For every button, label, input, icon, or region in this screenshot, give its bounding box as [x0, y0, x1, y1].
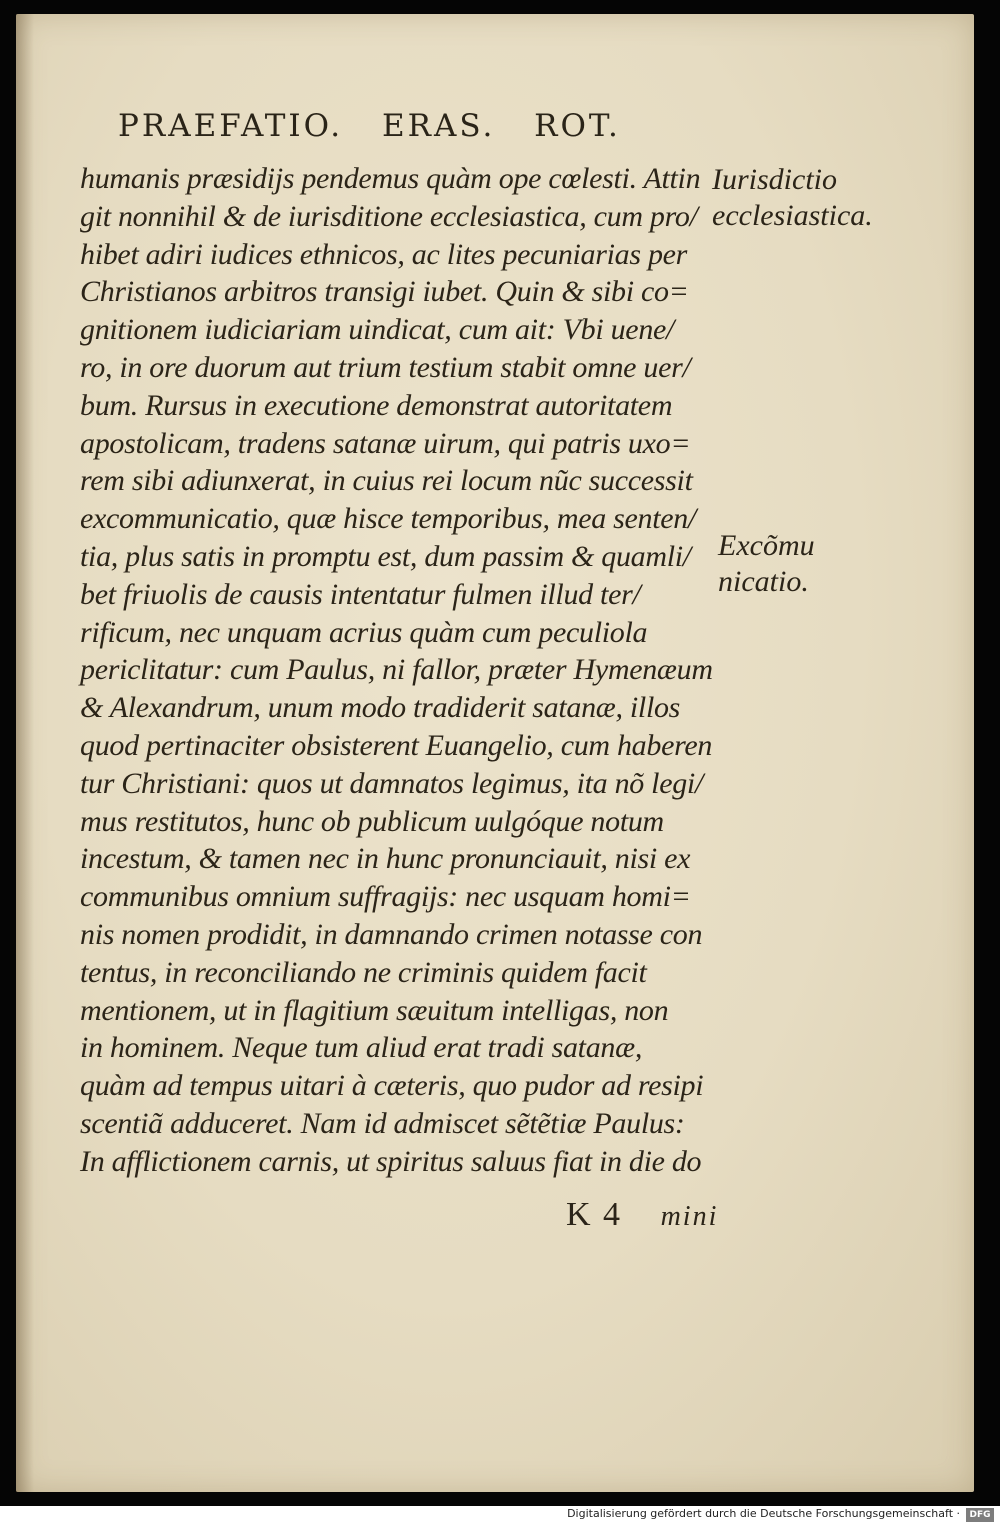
footer-bar — [0, 1506, 1000, 1524]
main-text-block — [80, 160, 713, 1181]
text-line: tur Christiani: quos ut damnatos legimus, ita nõ legi/ — [80, 766, 703, 800]
text-line: scentiã adduceret. Nam id admiscet sẽtẽtiæ Paulus: — [80, 1106, 685, 1140]
funding-notice: Digitalisierung gefördert durch die Deutsche Forschungsgemeinschaft · — [567, 1507, 960, 1520]
text-line: quàm ad tempus uitari à cæteris, quo pudor ad resipi — [80, 1069, 704, 1103]
margin-note-line: Iurisdictio — [712, 163, 837, 196]
margin-note-line: Excõmu — [718, 529, 815, 562]
margin-note-iurisdictio — [712, 162, 873, 234]
text-line: git nonnihil & de iurisditione ecclesiastica, cum pro/ — [80, 199, 698, 233]
text-line: in hominem. Neque tum aliud erat tradi satanæ, — [80, 1031, 643, 1065]
header-part: ERAS. — [381, 108, 496, 144]
text-line: hibet adiri iudices ethnicos, ac lites pecuniarias per — [80, 237, 688, 271]
signature-line — [566, 1196, 718, 1234]
text-line: mentionem, ut in flagitium sæuitum intelligas, non — [80, 993, 669, 1027]
text-line: quod pertinaciter obsisterent Euangelio, cum haberen — [80, 728, 713, 762]
text-line: ro, in ore duorum aut trium testium stabit omne uer/ — [80, 350, 691, 384]
text-line: rificum, nec unquam acrius quàm cum peculiola — [80, 615, 648, 649]
text-line: tentus, in reconciliando ne criminis quidem facit — [80, 955, 647, 989]
header-part: ROT. — [534, 108, 621, 144]
dfg-logo[interactable]: DFG — [966, 1508, 994, 1522]
text-line: apostolicam, tradens satanæ uirum, qui patris uxo= — [80, 426, 691, 460]
header-part: PRAEFATIO. — [118, 108, 344, 144]
text-line: In afflictionem carnis, ut spiritus saluus fiat in die do — [80, 1144, 702, 1178]
text-line: bum. Rursus in executione demonstrat autoritatem — [80, 388, 673, 422]
running-header — [118, 108, 647, 144]
text-line: humanis præsidijs pendemus quàm ope cœlesti. Attin — [80, 162, 701, 195]
text-line: & Alexandrum, unum modo tradiderit satanæ, illos — [80, 691, 681, 725]
text-line: bet friuolis de causis intentatur fulmen illud ter/ — [80, 577, 641, 611]
text-line: communibus omnium suffragijs: nec usquam homi= — [80, 880, 691, 914]
margin-note-line: ecclesiastica. — [712, 199, 873, 232]
text-line: incestum, & tamen nec in hunc pronunciauit, nisi ex — [80, 842, 691, 876]
text-line: rem sibi adiunxerat, in cuius rei locum nũc successit — [80, 464, 693, 498]
text-line: nis nomen prodidit, in damnando crimen notasse con — [80, 917, 703, 951]
text-line: Christianos arbitros transigi iubet. Quin & sibi co= — [80, 275, 689, 309]
text-line: gnitionem iudiciariam uindicat, cum ait: Vbi uene/ — [80, 313, 675, 347]
text-line: excommunicatio, quæ hisce temporibus, mea senten/ — [80, 502, 697, 536]
margin-note-excommunicatio — [718, 528, 815, 600]
catchword: mini — [660, 1201, 719, 1232]
text-line: mus restitutos, hunc ob publicum uulgóque notum — [80, 804, 664, 838]
text-line: tia, plus satis in promptu est, dum passim & quamli/ — [80, 539, 691, 573]
text-line: periclitatur: cum Paulus, ni fallor, præter Hymenæum — [80, 653, 713, 687]
margin-note-line: nicatio. — [718, 565, 809, 598]
signature-mark: K 4 — [566, 1196, 623, 1233]
